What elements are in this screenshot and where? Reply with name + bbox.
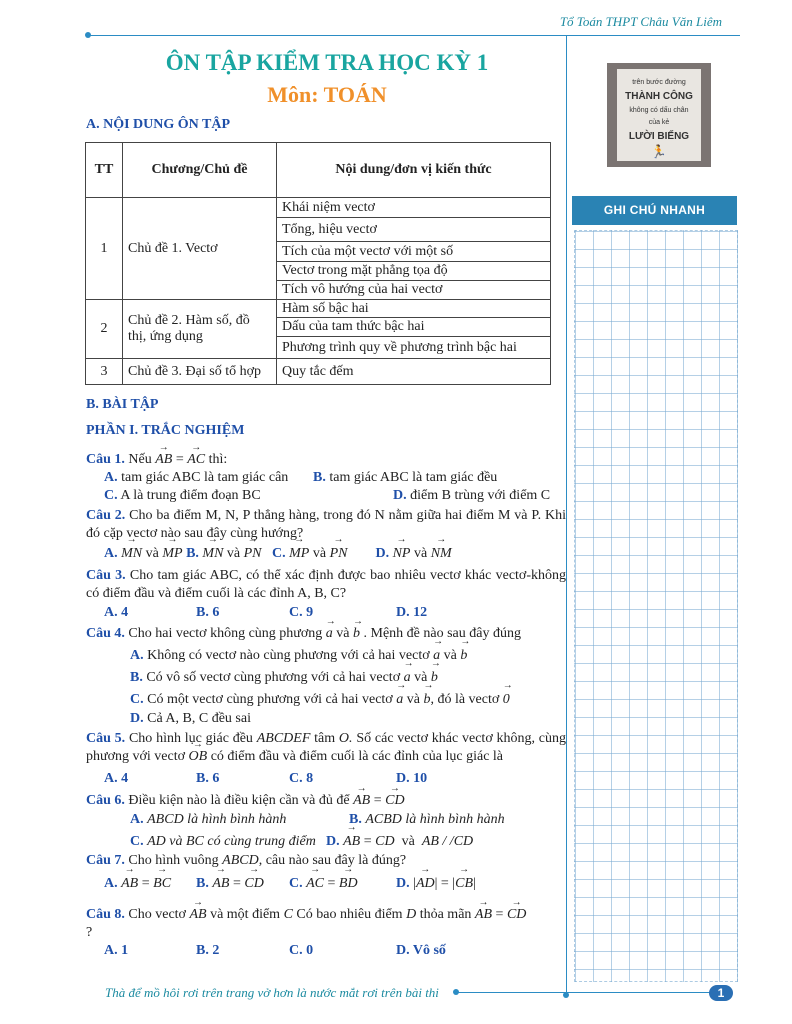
table-cell: Tổng, hiệu vectơ <box>277 218 551 242</box>
motivational-book-image <box>607 63 711 167</box>
question-label: Câu 3. <box>86 568 126 583</box>
option-8b[interactable]: B. 2 <box>196 943 220 958</box>
option-3d[interactable]: D. 12 <box>396 605 428 620</box>
question-3 <box>86 567 566 603</box>
row-2-tt: 2 <box>86 300 123 359</box>
option-6b[interactable]: B. ACBD là hình bình hành <box>349 812 505 827</box>
footer-divider <box>456 992 726 993</box>
col-header-tt: TT <box>86 143 123 198</box>
footer-quote: Thà để mồ hôi rơi trên trang vở hơn là nước mắt rơi trên bài thi <box>105 985 439 1000</box>
options-2[interactable]: A. → MN và → MP B. → MN và → PN C. → MP và → PN D. → NP và → NM <box>104 546 452 562</box>
option-5a[interactable]: A. 4 <box>104 771 129 786</box>
section-b-heading: B. BÀI TẬP <box>86 397 159 412</box>
table-cell: Phương trình quy về phương trình bậc hai <box>277 337 551 359</box>
question-label: Câu 4. <box>86 626 125 641</box>
page-title: ÔN TẬP KIỂM TRA HỌC KỲ 1 <box>165 50 489 75</box>
table-cell: Hàm số bậc hai <box>277 300 551 318</box>
col-header-topic: Chương/Chủ đề <box>123 143 277 198</box>
option-8c[interactable]: C. 0 <box>289 943 314 958</box>
book-line-4: của kẻ <box>648 119 670 126</box>
option-6c[interactable]: C. AD và BC có cùng trung điểm <box>130 834 316 849</box>
question-7: Câu 7. Cho hình vuông ABCD, câu nào sau đây là đúng? <box>86 853 407 868</box>
section-a-heading: A. NỘI DUNG ÔN TẬP <box>86 117 231 132</box>
option-5d[interactable]: D. 10 <box>396 771 428 786</box>
option-1b[interactable]: B. tam giác ABC là tam giác đều <box>313 470 498 485</box>
question-label: Câu 6. <box>86 793 125 808</box>
option-1d[interactable]: D. điểm B trùng với điểm C <box>393 488 551 503</box>
row-2-topic: Chủ đề 2. Hàm số, đồ thị, ứng dụng <box>123 300 277 359</box>
row-1-tt: 1 <box>86 198 123 300</box>
question-2 <box>86 507 566 543</box>
question-text: Cho tam giác ABC, có thể xác định được bao nhiêu vectơ khác vectơ-không có điểm đầu và điểm cuối là các đỉnh A, B, C? <box>86 568 566 601</box>
option-7d[interactable]: D. |→ AD| = |→ CB| <box>396 876 476 892</box>
table-cell: Tích của một vectơ với một số <box>277 242 551 262</box>
row-1-topic: Chủ đề 1. Vectơ <box>123 198 277 300</box>
table-cell: Quy tắc đếm <box>277 359 551 385</box>
column-divider <box>566 35 567 995</box>
row-3-topic: Chủ đề 3. Đại số tổ hợp <box>123 359 277 385</box>
part-1-heading: PHẦN I. TRẮC NGHIỆM <box>86 423 245 438</box>
notes-grid[interactable] <box>574 230 738 982</box>
option-1a[interactable]: A. tam giác ABC là tam giác cân <box>104 470 289 485</box>
option-4d[interactable]: D. Cả A, B, C đều sai <box>130 711 251 726</box>
option-3b[interactable]: B. 6 <box>196 605 220 620</box>
question-label: Câu 1. <box>86 452 125 467</box>
table-cell: Tích vô hướng của hai vectơ <box>277 281 551 300</box>
option-5c[interactable]: C. 8 <box>289 771 314 786</box>
row-3-tt: 3 <box>86 359 123 385</box>
school-header: Tổ Toán THPT Châu Văn Liêm <box>559 14 722 29</box>
question-4: Câu 4. Cho hai vectơ không cùng phương → a và → b . Mệnh đề nào sau đây đúng <box>86 625 566 643</box>
question-label: Câu 7. <box>86 853 125 868</box>
option-4c[interactable]: C. Có một vectơ cùng phương với cả hai vectơ → a và → b, đó là vectơ → 0 <box>130 692 510 708</box>
option-8d[interactable]: D. Vô số <box>396 943 446 958</box>
option-6a[interactable]: A. ABCD là hình bình hành <box>130 812 287 827</box>
runner-icon: 🏃 <box>650 144 668 159</box>
question-6: Câu 6. Điều kiện nào là điều kiện cần và đủ để → AB = → CD <box>86 792 566 810</box>
option-7c[interactable]: C. → AC = → BD <box>289 876 358 892</box>
question-1: Câu 1. Nếu → AB = → AC thì: <box>86 451 566 469</box>
question-label: Câu 5. <box>86 731 126 746</box>
table-cell: Dấu của tam thức bậc hai <box>277 318 551 337</box>
notes-header: GHI CHÚ NHANH <box>572 196 737 225</box>
book-line-2: THÀNH CÔNG <box>625 91 693 102</box>
book-line-3: không có dấu chân <box>629 107 689 114</box>
option-5b[interactable]: B. 6 <box>196 771 220 786</box>
option-8a[interactable]: A. 1 <box>104 943 129 958</box>
book-line-5: LƯỜI BIẾNG <box>628 131 690 142</box>
page-subtitle: Môn: TOÁN <box>267 82 387 107</box>
option-4b[interactable]: B. Có vô số vectơ cùng phương với cả hai vectơ → a và → b <box>130 670 438 686</box>
option-7a[interactable]: A. → AB = → BC <box>104 876 171 892</box>
content-table <box>85 142 551 385</box>
option-7b[interactable]: B. → AB = → CD <box>196 876 264 892</box>
question-label: Câu 8. <box>86 907 125 922</box>
question-8: Câu 8. Cho vectơ → AB và một điểm C Có bao nhiêu điểm D thỏa mãn → AB = → CD ? <box>86 906 566 942</box>
book-line-1: trên bước đường <box>632 79 686 86</box>
option-1c[interactable]: C. A là trung điểm đoạn BC <box>104 488 261 503</box>
option-3a[interactable]: A. 4 <box>104 605 129 620</box>
table-cell: Vectơ trong mặt phẳng tọa độ <box>277 262 551 281</box>
page-number: 1 <box>709 985 733 1001</box>
option-3c[interactable]: C. 9 <box>289 605 314 620</box>
header-divider <box>88 35 740 36</box>
col-header-content: Nội dung/đơn vị kiến thức <box>277 143 551 198</box>
option-6d[interactable]: D. → AB = CD và AB / /CD <box>326 834 473 850</box>
option-4a[interactable]: A. Không có vectơ nào cùng phương với cả hai vectơ → a và → b <box>130 648 467 664</box>
table-cell: Khái niệm vectơ <box>277 198 551 218</box>
question-text: Cho ba điểm M, N, P thẳng hàng, trong đó N nằm giữa hai điểm M và P. Khi đó cặp vectơ nào sau đây cùng hướng? <box>86 508 567 541</box>
question-label: Câu 2. <box>86 508 126 523</box>
question-5: Câu 5. Cho hình lục giác đều ABCDEF tâm O. Số các vectơ khác vectơ không, cùng phương với vectơ → OB có điểm đầu và điểm cuối là các đỉnh của lục giác là <box>86 730 566 766</box>
